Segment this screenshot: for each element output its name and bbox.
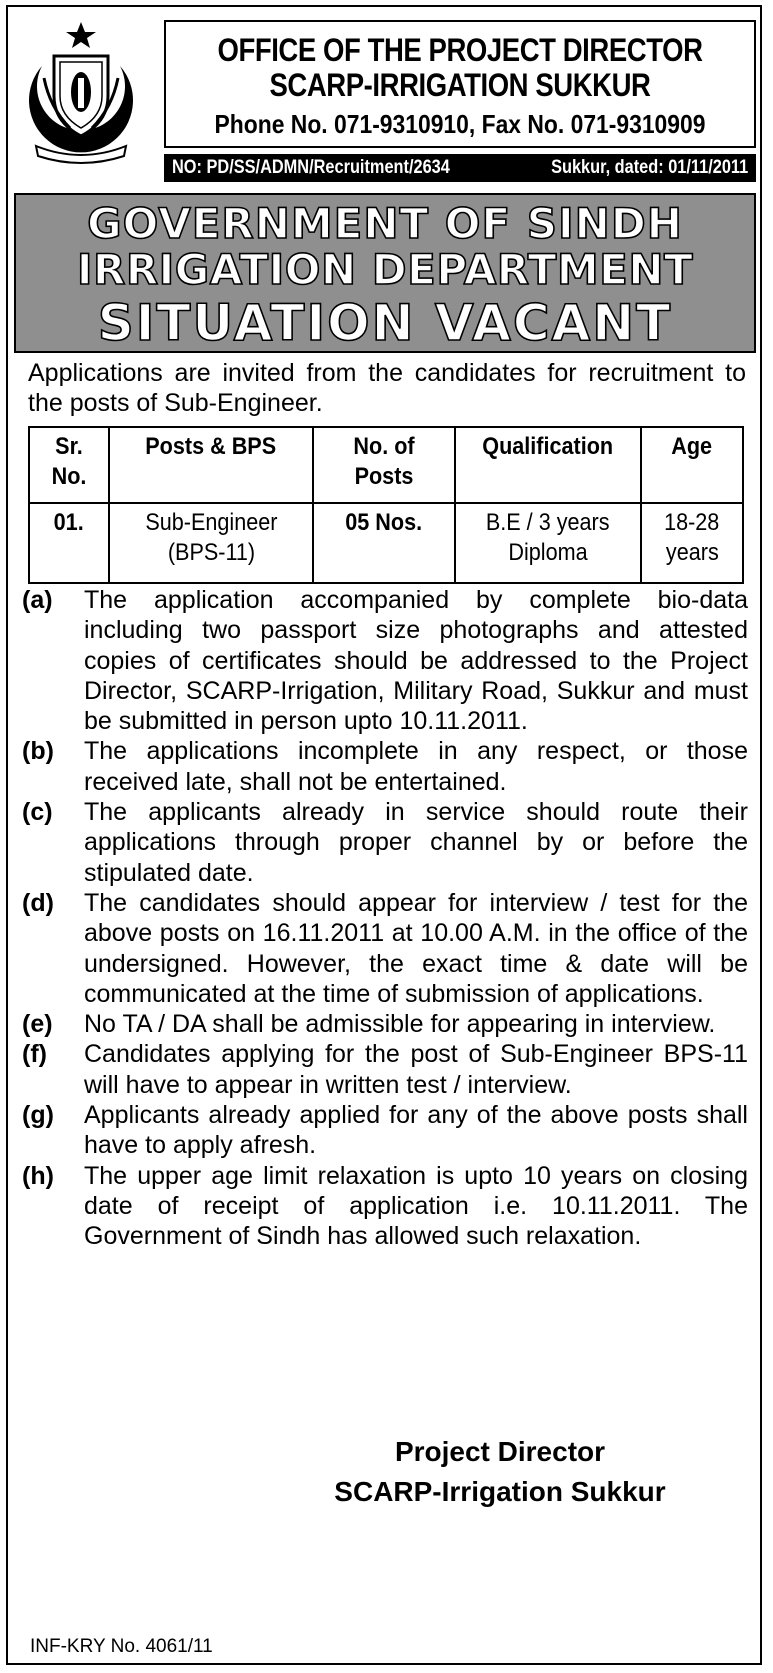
header-sr-no: Sr. No. xyxy=(29,427,109,503)
office-header xyxy=(164,20,756,148)
header-posts-bps: Posts & BPS xyxy=(109,427,313,503)
banner-government: GOVERNMENT OF SINDH xyxy=(87,199,683,248)
table-row xyxy=(29,503,743,583)
header-no-of-posts: No. of Posts xyxy=(313,427,455,503)
intro-paragraph: Applications are invited from the candidates for recruitment to the posts of Sub-Engineer. xyxy=(28,359,746,417)
contact-line: Phone No. 071-9310910, Fax No. 071-9310909 xyxy=(214,109,706,139)
header-age: Age xyxy=(641,427,743,503)
list-item: (h) The upper age limit relaxation is upto 10 years on closing date of receipt of application i.e. 10.11.2011. The Government of Sindh has allowed such relaxation. xyxy=(22,1161,748,1251)
list-item: (c) The applicants already in service should route their applications through proper channel by or before the stipulated date. xyxy=(22,798,748,887)
office-subtitle: SCARP-IRRIGATION SUKKUR xyxy=(269,67,651,103)
cell-age: 18-28 years xyxy=(641,503,743,583)
cell-post: Sub-Engineer (BPS-11) xyxy=(109,503,313,583)
cell-sr: 01. xyxy=(29,503,109,583)
posts-table xyxy=(28,426,744,584)
table-header-row xyxy=(29,427,743,503)
signatory-title: Project Director xyxy=(394,1436,606,1467)
list-item: (a) The application accompanied by complete bio-data including two passport size photographs and attested copies of certificates should be addressed to the Project Director, SCARP-Irrigation, Military Road, Sukkur and must be submitted in person upto 10.11.2011. xyxy=(22,586,748,736)
list-item: (g) Applicants already applied for any of the above posts shall have to apply afresh. xyxy=(22,1101,748,1160)
list-item: (b) The applications incomplete in any respect, or those received late, shall not be entertained. xyxy=(22,737,748,796)
reference-number: NO: PD/SS/ADMN/Recruitment/2634 xyxy=(172,157,450,178)
office-title: OFFICE OF THE PROJECT DIRECTOR xyxy=(217,32,703,68)
sindh-government-emblem-icon xyxy=(20,18,142,168)
reference-bar xyxy=(164,154,756,182)
header-qualification: Qualification xyxy=(455,427,641,503)
reference-date: Sukkur, dated: 01/11/2011 xyxy=(550,157,748,178)
cell-qualification: B.E / 3 years Diploma xyxy=(455,503,641,583)
list-item: (d) The candidates should appear for interview / test for the above posts on 16.11.2011 at 10.00 A.M. in the office of the undersigned. However, the exact time & date will be communicated at the time of submission of applications. xyxy=(22,888,748,1008)
signature-block xyxy=(280,1432,720,1512)
list-item: (f) Candidates applying for the post of Sub-Engineer BPS-11 will have to appear in written test / interview. xyxy=(22,1040,748,1099)
conditions-list xyxy=(22,585,748,1252)
banner-situation-vacant: SITUATION VACANT xyxy=(97,294,673,352)
title-banner xyxy=(14,193,756,353)
banner-department: IRRIGATION DEPARTMENT xyxy=(76,245,694,294)
footer-reference: INF-KRY No. 4061/11 xyxy=(30,1636,213,1657)
signatory-office: SCARP-Irrigation Sukkur xyxy=(334,1476,666,1507)
list-item: (e) No TA / DA shall be admissible for appearing in interview. xyxy=(22,1010,716,1039)
cell-count: 05 Nos. xyxy=(313,503,455,583)
